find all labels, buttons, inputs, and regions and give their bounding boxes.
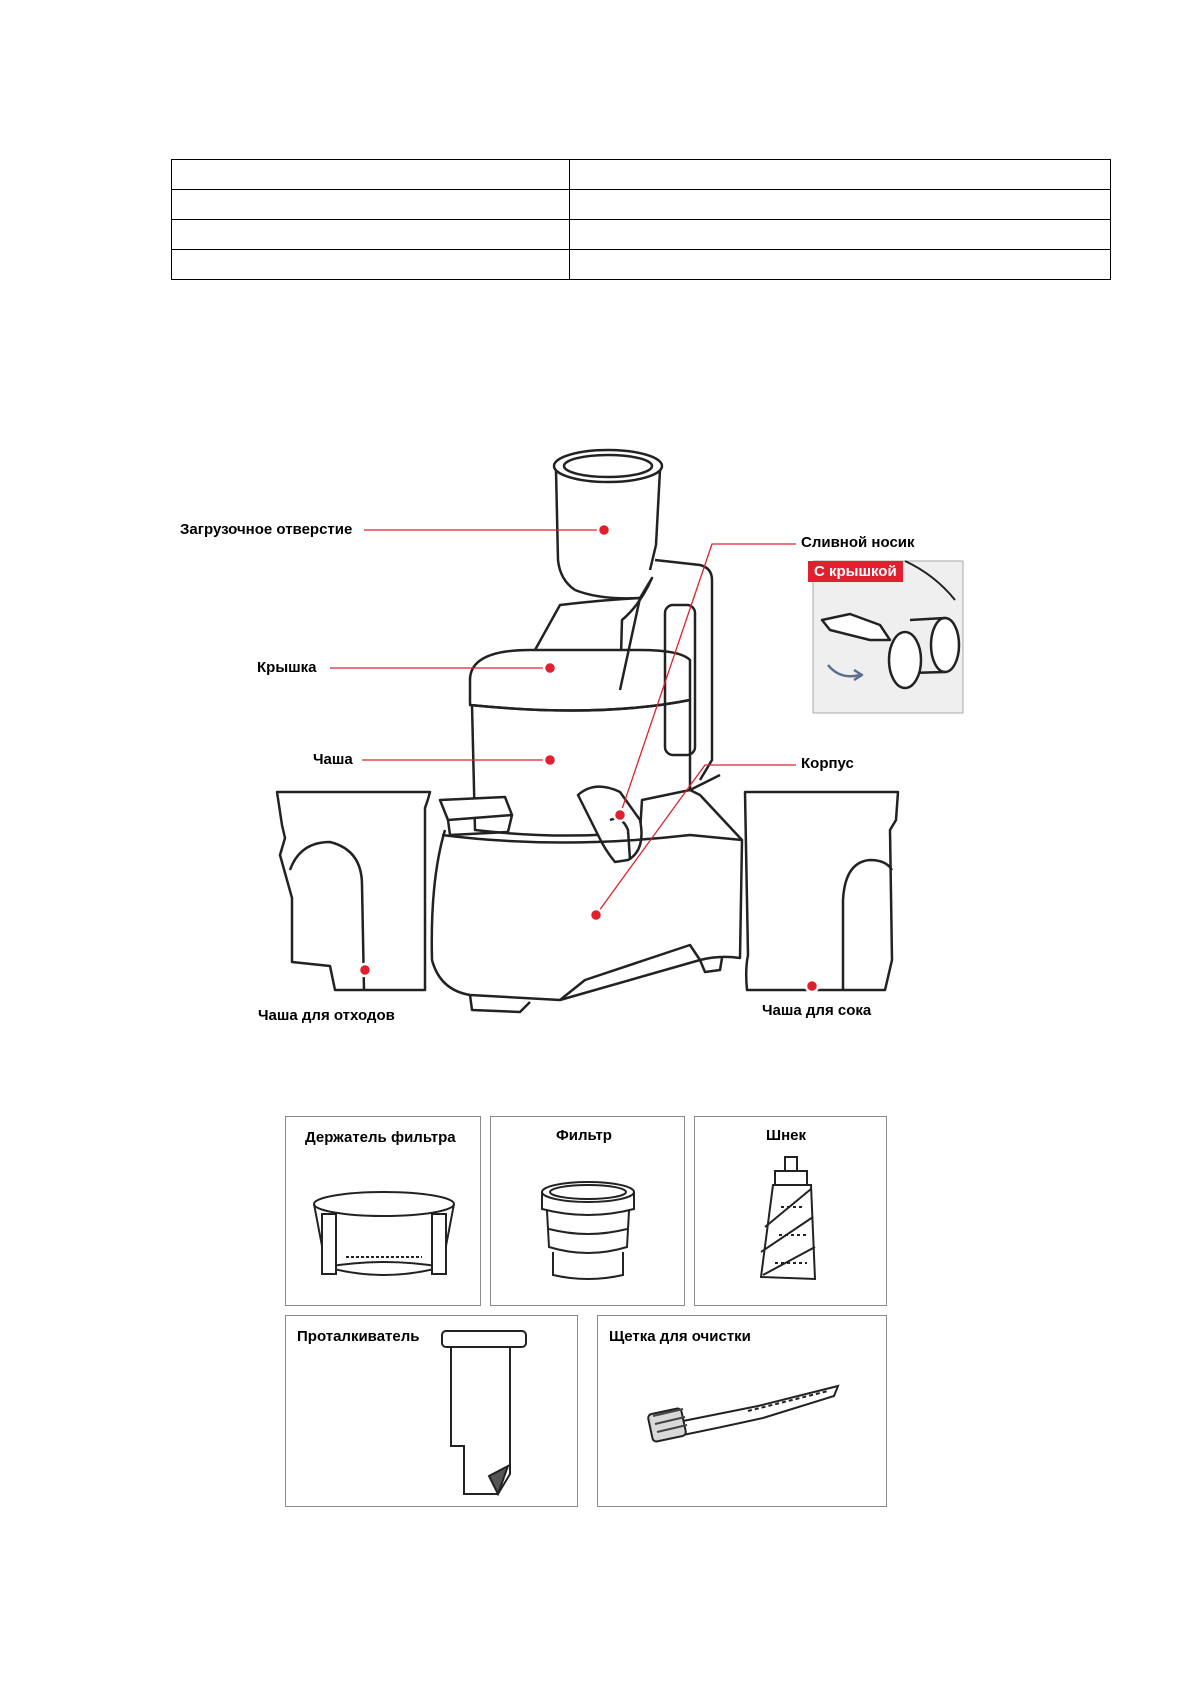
- juice-cup-drawing: [745, 792, 898, 990]
- part-title-filter-holder: Держатель фильтра: [305, 1129, 456, 1146]
- part-brush: [597, 1315, 887, 1507]
- label-juice-cup: Чаша для сока: [762, 1002, 872, 1019]
- filter-holder-icon: [286, 1117, 482, 1307]
- spout-drawing: [578, 787, 642, 862]
- part-filter-holder: [285, 1116, 481, 1306]
- filter-icon: [491, 1117, 686, 1307]
- inset-badge: С крышкой: [808, 561, 903, 582]
- pulp-cup-drawing: [277, 792, 430, 990]
- label-spout: Сливной носик: [801, 534, 915, 551]
- label-bowl: Чаша: [313, 751, 353, 768]
- label-lid: Крышка: [257, 659, 317, 676]
- pusher-icon: [286, 1316, 579, 1508]
- lid-drawing: [470, 598, 690, 710]
- part-title-brush: Щетка для очистки: [609, 1328, 751, 1345]
- part-title-auger: Шнек: [766, 1127, 806, 1144]
- part-auger: [694, 1116, 887, 1306]
- part-title-pusher: Проталкиватель: [297, 1328, 420, 1345]
- auger-icon: [695, 1117, 888, 1307]
- label-body: Корпус: [801, 755, 854, 772]
- part-title-filter: Фильтр: [556, 1127, 612, 1144]
- part-filter: [490, 1116, 685, 1306]
- label-pulp-cup: Чаша для отходов: [258, 1007, 395, 1024]
- label-feed-chute: Загрузочное отверстие: [180, 521, 353, 538]
- part-pusher: [285, 1315, 578, 1507]
- spout-lid-inset: [813, 561, 963, 713]
- brush-icon: [598, 1316, 888, 1508]
